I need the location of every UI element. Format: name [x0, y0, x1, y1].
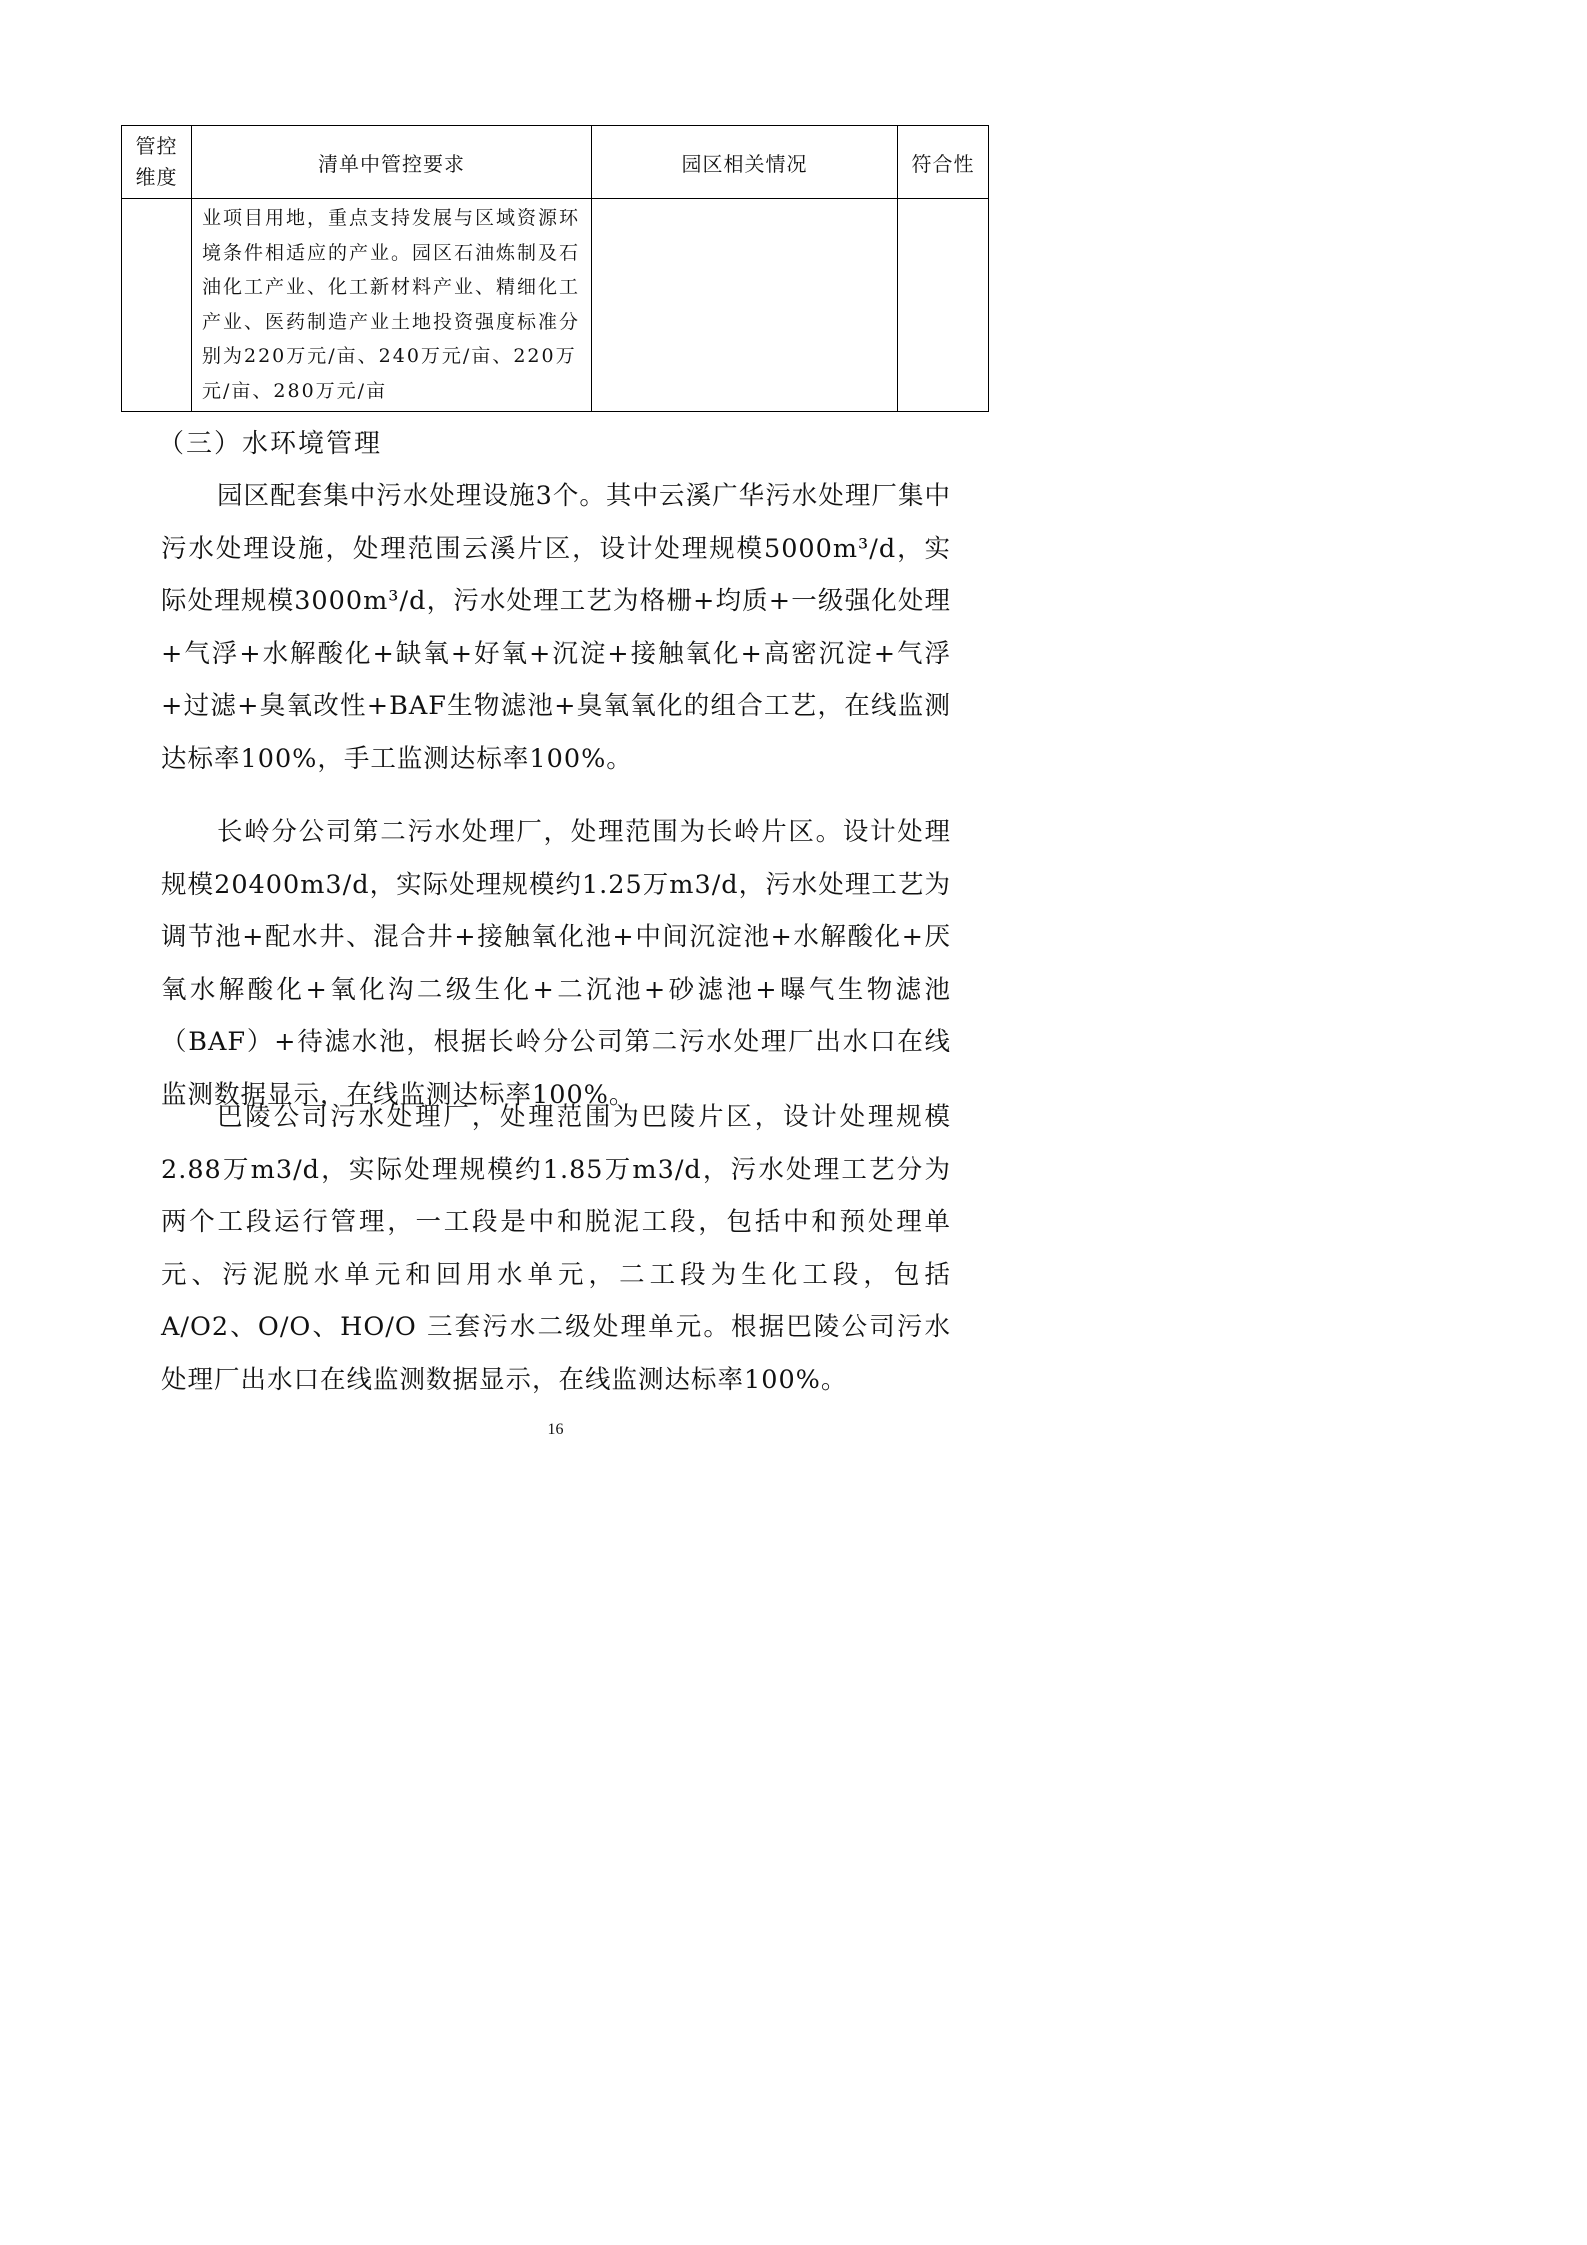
control-requirements-table	[121, 125, 989, 412]
header-control-dimension-line1: 管控	[135, 134, 178, 158]
header-control-dimension	[122, 126, 192, 199]
header-compliance: 符合性	[898, 126, 989, 199]
header-park-situation: 园区相关情况	[592, 126, 898, 199]
header-control-dimension-line2: 维度	[135, 165, 178, 189]
header-control-requirement: 清单中管控要求	[192, 126, 592, 199]
section-title: （三）水环境管理	[158, 429, 383, 459]
table-header-row	[122, 126, 989, 199]
paragraph-changling-plant: 长岭分公司第二污水处理厂，处理范围为长岭片区。设计处理规模20400m3/d，实际处理规模约1.25万m3/d，污水处理工艺为调节池+配水井、混合井+接触氧化池+中间沉淀池+水解酸化+厌氧水解酸化+氧化沟二级生化+二沉池+砂滤池+曝气生物滤池（BAF）+待滤水池，根据长岭分公司第二污水处理厂出水口在线监测数据显示，在线监测达标率100%。	[161, 817, 951, 1110]
paragraph-baling-plant: 巴陵公司污水处理厂，处理范围为巴陵片区，设计处理规模2.88万m3/d，实际处理规模约1.85万m3/d，污水处理工艺分为两个工段运行管理，一工段是中和脱泥工段，包括中和预处理单元、污泥脱水单元和回用水单元，二工段为生化工段，包括 A/O2、O/O、HO/O 三套污水二级处理单元。根据巴陵公司污水处理厂出水口在线监测数据显示，在线监测达标率100%。	[161, 1102, 951, 1395]
paragraph-yunxi-plant: 园区配套集中污水处理设施3个。其中云溪广华污水处理厂集中污水处理设施，处理范围云溪片区，设计处理规模5000m³/d，实际处理规模3000m³/d，污水处理工艺为格栅+均质+一级强化处理+气浮+水解酸化+缺氧+好氧+沉淀+接触氧化+高密沉淀+气浮+过滤+臭氧改性+BAF生物滤池+臭氧氧化的组合工艺，在线监测达标率100%，手工监测达标率100%。	[161, 481, 951, 774]
page-number: 16	[547, 1421, 564, 1438]
cell-requirement: 业项目用地，重点支持发展与区域资源环境条件相适应的产业。园区石油炼制及石油化工产业、化工新材料产业、精细化工产业、医药制造产业土地投资强度标准分别为220万元/亩、240万元/亩、220万元/亩、280万元/亩	[192, 199, 592, 412]
cell-dimension	[122, 199, 192, 412]
table-row	[122, 199, 989, 412]
cell-situation	[592, 199, 898, 412]
cell-compliance	[898, 199, 989, 412]
